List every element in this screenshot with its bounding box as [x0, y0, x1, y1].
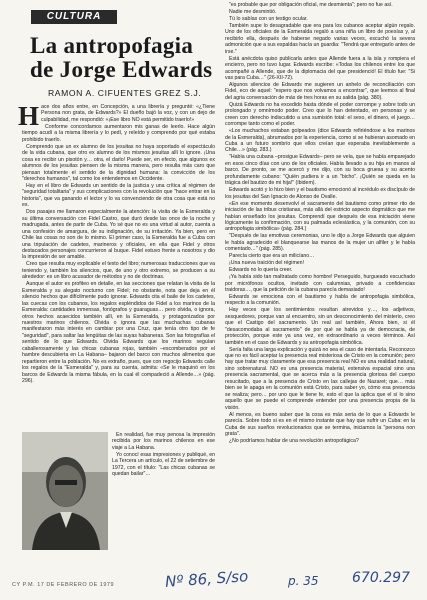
- paragraph: Está anécdota quiso publicarla antes que Allende fuera a la isla y rompiera el encierro, pero no tuvo lugar. Edwards escribe: «Todas los chilenos entre los que acompañé a Allende, que de la diplomacia del que presidenció! El título fue: "Si vas para Cuba…" (26-XII-72).: [225, 55, 415, 81]
- paragraph: ace dos años entre, en Concepción, a una librería y pregunté: «¿Tiene Persona non grata, de Edwards?» El dueño bajó la voz, y con un dejo de culpabilidad, me respondió: «¡Ese libro NO está permitido traerlo!»: [41, 104, 215, 123]
- handwritten-reference-number: Nº 86, S/so: [164, 567, 249, 591]
- paragraph: «En ese momento desenvolví el sacramento del bautismo como primer rito de iniciación de las tribus cristianas, más allá del estricto aspecto dogmático que me habían enseñado los jesuitas. Comprendí que después de esa iniciación viene lógicamente la confirmación, con su palmada eclesiástica, y la comunión, con su antropofagia simbólica» (pág. 284.): [225, 200, 415, 233]
- dropcap-letter: H: [18, 101, 40, 131]
- paragraph: "es probable que por obligación oficial, me desmienta"; pero no fue así.: [229, 2, 393, 8]
- paragraph: ¡Ya había sido tan maltratado como hombre! Perseguido, hurgueado escuchado por micrófonos ocultos, invitado con calumnias, privado a confidencias traidoras…, que la petición de la cubana parecía demasiado!: [225, 274, 415, 293]
- paragraph: Comprendo que un ex alumno de los jesuitas no haya soportado el espectáculo de la vida cubana, que otro ex alumno de los mismos jesuitas allí lo ignore. ¡Una cosa es recibir un pisotón y… otra, el darlo! Puede ser, en efecto, que algunos ex alumnos de los jesuitas piensen de la misma manera, pero resulta más caro que piensan totalmente el sentido de la dignidad humana: la convicción de los "derechos humanos", tal como los entendemos en Occidente.: [22, 143, 215, 182]
- article-title: La antropofagia de Jorge Edwards: [30, 33, 213, 82]
- paragraph: Parecía cierto que era un milicíano…: [229, 253, 315, 260]
- author-photo: [22, 432, 108, 550]
- portrait-image: [22, 432, 108, 550]
- article-author: RAMON A. CIFUENTES GREZ S.J.: [48, 88, 202, 98]
- page-footer: CY P.M. 17 DE FEBRERO DE 1979: [12, 582, 115, 588]
- paragraph: ¿No podríamos hablar de una revolución antropofágica?: [229, 437, 359, 444]
- paragraph: Aunque el autor es profiteo en detalle, en las secciones que relatan la visita de la Esmeralda y su alegato nocturno con Fidel; no obstante, nota que deja en él silencio hechos que difícilmente pudo ignorar. Edwards cita el baile de los cadetes, las cuecas con los cubanos, los regalos espléndidos de Fidel a los marinos de la Esmeralda: cantidades inmensas, fonógrafos y guaraguas… pero olvida, o ignora, otros hechos acaecidos también allí, en la Esmeralda, y protagonizados por nuestros marinos chilenos. Olvida o ignora que las muchachas cubanas manifestaron más interés en cambiar por una Cruz, que tenía otro tipo de fe "seguridad", para saltar las lengüitas de las suyas habaneras. Son las fotografías el sentido de lo que Edwards. Olvida Edwards que los marinos seguían caballerosamente y las chicas cubanas rojas, también –escomberados por el hambre descubierta en La Habana– bajaron del barco con muchos alimentos que repartieron entre la población. No es extraño, pues, que con regocijo Edwards calle los regalos de la "Esmeralda" y, para su cuenta, admita: «Se le maquinó en los barcos de Edwards la misma fábula, en la cual él compadeció a Allende…» (pág. 296).: [22, 281, 215, 385]
- article-column-1: [18, 101, 215, 385]
- paragraph: Algunos silencios de Edwards me sugieren un anhelo de reconciliación con Fidel, eco de aquel: "espero que nos volvamos a encontrar", que leemos al final del agria conversación de más de tres horas en su salida (pág. 380).: [225, 81, 415, 101]
- paragraph: Al menos, es bueno saber que la cosa es más seria de lo que a Edwards le parecía. Sobre todo si es en el mismo instante que hay que sufrir un Cuba: en la Cuba de sus sueños revolucionarios que se termina, iniciamos la "persona non grata".: [225, 411, 415, 437]
- paragraph: Creo que resulta muy explicable el texto del libro; numerosas traducciones que va teniendo y, también los silencios, que, de uno y otro extremo, se producen a su alrededor: es un libro acusador de métodos y no de doctrinas.: [22, 261, 215, 281]
- paragraph: Nadie me desmintió.: [229, 8, 277, 15]
- paragraph: «Los muchachos estaban golpeados (dice Edwards refiriéndose a los marinos de la Esmeralda), abrumados por la experiencia, como si se hubieran asomado en Cuba a un futuro sombrío que ellos creían que esperaba inevitablemente a Chile…» (pág. 283.): [225, 128, 415, 154]
- paragraph: Sería falta una larga explicación y quizá no sea el caso de intentarla. Reconozco que no es fácil aceptar la presencia real misteriosa de Cristo en la comunión; pero hay que tratar muy claramente que esa presencia real NO es una realidad natural, sino sobrenatural. NO es una presencia material, extensiva espacial sino una presencia sacramental, que se acerca más a la presencia gloriosa del cuerpo resucitado, que a la presencia de Cristo en las callejas de Nazaret; que… más bien se le apaga en la comunión está Cristo, para saber yo, cómo esa presencia se realiza; pero… por uno que le tiene fe, esto el que la aplica que el sí lo sino aquello que se puede el comprende entender por una presencia propia de la visión.: [225, 346, 415, 411]
- paragraph: Hay veces que los sentimientos resultan atrevidos y…, los adjetivos, sesquedores, porque van al encuentro, sin un desconocimiento del misterio, creo que el Castigo del sacramento. Un real así también, Ahora bien, si él "desacomodaba al sacramento" de por qué se habla ya de democracia, de protección, porque este ya una vez, en extraordinario a veces términos. Así también en el caso de Edwards y su antropofagia simbólica.: [225, 307, 415, 346]
- article-column-2: [225, 2, 415, 445]
- paragraph: Edwards no lo quería creer.: [229, 267, 293, 274]
- paragraph: ¡Una nueva traición del régimen!: [229, 260, 304, 267]
- paragraph: Hay en el libro de Edwards un sentido de la justicia y una crítica al régimen de "seguridad totalitaria" y sus complicaciones con la revolución que "hace entrar en la historia", que va ganando el lector y lo va convenciendo de otra cosa que está no es.: [22, 182, 215, 209]
- paragraph: Edwards acotó y lo hizo bien y el bautismo emocionó al incrédulo ex discípulo de los jesuitas del San Ignacio de Alonso de Ovalle.: [225, 187, 415, 200]
- section-label: CULTURA: [31, 10, 117, 24]
- paragraph: Conforme concordamos aumentaron mis ganas de leerlo. Hace algún tiempo acudí a la misma librería y lo pedí, y releído y comprendo por qué estaba prohibido traerlo.: [22, 123, 215, 143]
- paragraph: Dos pasajes me llamaron especialmente la atención: la visita de la Esmeralda y su última conversación con Fidel Castro, que duró desde las once de la noche y madrugada, antes de partir de Cuba. Yo sé que no es una virtud al autor, cuenta a una confesión de amargura, de su indignación, de su irritación. Ya bien, pero en Chile las cosas no son de lo mismo. El primer caso, la Esmeralda fue a Cuba con una tripulación de cadetes, marineros y oficiales, en ella que Fidel y otros destacados personajes concurrieron al buque. Fidel estuvo frente a nosotros y dio la impresión de ser amable.: [22, 209, 215, 261]
- paragraph: Edwards se emociona con el bautismo y habla de antropofagia simbólica, respecto a la comunión.: [225, 293, 415, 307]
- paragraph: "Había una cubana –prosigue Edwards– pero se veía, que se había emparejado en esos cinco días con uno de los oficiales. Había llevado a su hija en manos al barco. De pronto, se me acercó y me dijo, con su boca gruesa y su acento profundamente cubano: "Quién pudiera ir a un "bicho". ¡Quién se queda en la trágica del bautizo de mi hija!" (íbidem).: [225, 154, 415, 187]
- paragraph: "Después de las emotivas ceremonias, uno le dijo a Jorge Edwards que alguien le había agradecido el blanquearse las manos de la mujer un alfiler y le había comentado…" (pág. 285).: [225, 233, 415, 253]
- handwritten-catalog-code: 670.297: [352, 570, 410, 586]
- paragraph: Tú lo sabías con un testigo ocular.: [229, 15, 308, 22]
- handwritten-page-number: p. 35: [288, 574, 319, 588]
- paragraph: Quizá Edwards no ha excedido hasta dónde el poder corrompe y sobre todo un prolongado y omnímodo poder. Creo que lo han detentado, en personas y se creen con derecho indiscutido a una sumisión total: el sexo, el dinero, el juego… corrompe tanto como el poder.: [225, 101, 415, 128]
- article-column-1-continued: [112, 432, 215, 478]
- paragraph: También supe lo desagradable que era para los cubanos aceptar algún regalo. Uno de los oficiales de la Esmeralda regaló a una niña un libro de poesías y, al recibirlo ella, después de haberse negado varias veces, escuchó la severa admonición que a sus espaldas hacía un guardia: "Tendrá que entregarlo antes de irse.": [225, 22, 415, 55]
- paragraph: Yo conocí esas impresiones y publiqué, en La Tercera un artículo, el 22 de setiembre de 1972, con el título: "Las chicas cubanas se quedan bailar"…: [112, 451, 215, 478]
- paragraph: En realidad, fue muy penosa la impresión recibida por los marinos chilenos en ese viaje a La Habana.: [112, 432, 215, 451]
